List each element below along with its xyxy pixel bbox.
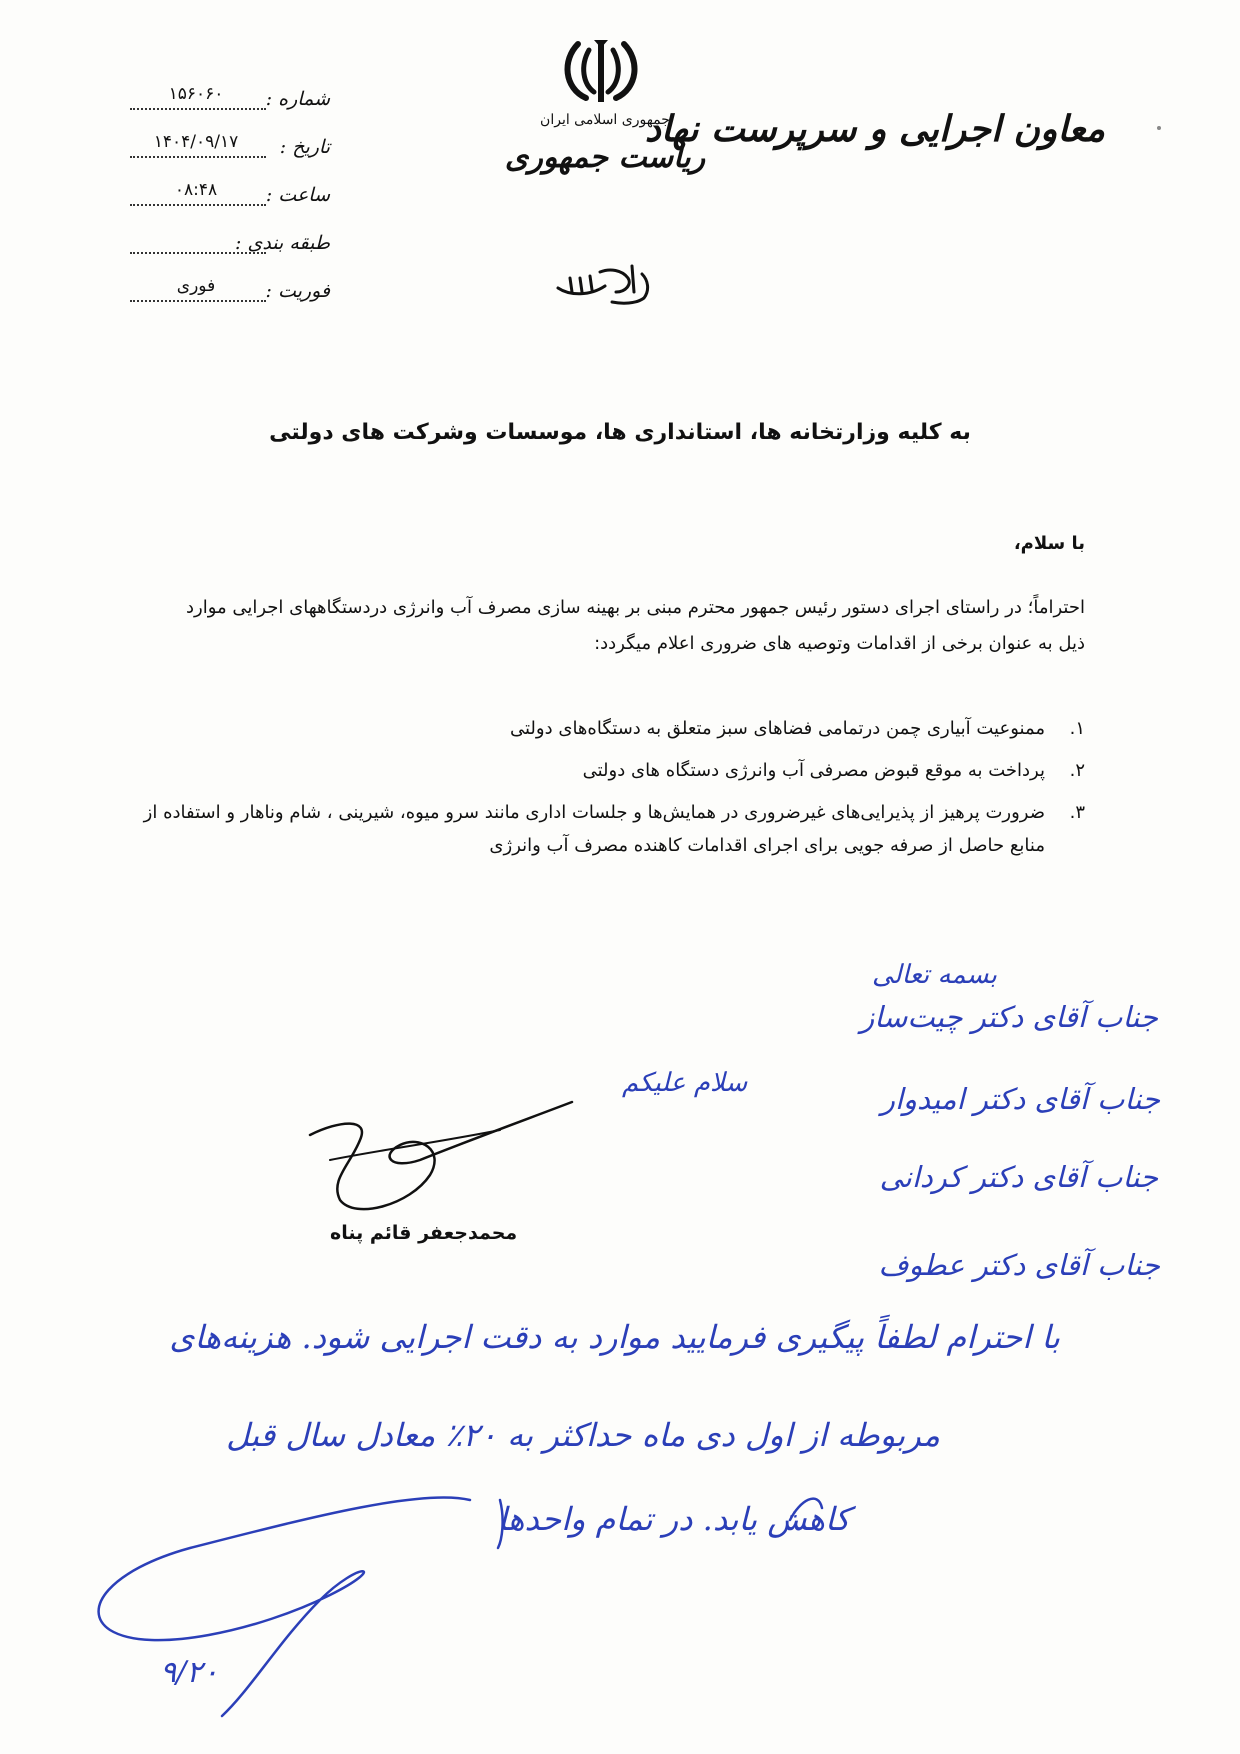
letter-recipient: به کلیه وزارتخانه ها، استانداری ها، موسسات وشرکت های دولتی xyxy=(269,420,971,445)
iran-emblem-icon xyxy=(556,38,646,108)
list-item xyxy=(125,796,1085,862)
handwritten-note-line: کاهش یابد. در تمام واحدها xyxy=(497,1500,850,1538)
item-text: پرداخت به موقع قبوض مصرفی آب وانرژی دستگاه های دولتی xyxy=(582,760,1045,781)
list-item xyxy=(125,712,1085,745)
metadata-urgency xyxy=(130,254,330,302)
metadata-value: ۱۴۰۴/۰۹/۱۷ xyxy=(130,132,266,158)
handwritten-regards: سلام علیکم xyxy=(622,1068,748,1098)
signer-name: محمدجعفر قائم پناه xyxy=(330,1222,518,1244)
metadata-value: فوری xyxy=(130,276,266,302)
handwritten-note-line: با احترام لطفاً پیگیری فرمایید موارد به دقت اجرایی شود. هزینه‌های xyxy=(169,1318,1060,1356)
metadata-value xyxy=(130,228,266,254)
metadata-value: ۰۸:۴۸ xyxy=(130,180,266,206)
handwritten-date: ۹/۲۰ xyxy=(160,1655,219,1690)
metadata-date xyxy=(130,110,330,158)
item-text: ضرورت پرهیز از پذیرایی‌های غیرضروری در همایش‌ها و جلسات اداری مانند سرو میوه، شیرینی ، شام وناهار و استفاده از منابع حاصل از صرفه جویی برای اجرای اقدامات کاهنده مصرف آب وانرژی xyxy=(143,802,1045,856)
letter-greeting: با سلام، xyxy=(1013,533,1085,554)
metadata-label: شماره : xyxy=(265,88,330,110)
office-title: معاون اجرایی و سرپرست نهاد xyxy=(644,108,1105,150)
handwritten-cc-line: جناب آقای دکتر امیدوار xyxy=(880,1082,1160,1116)
metadata-label: طبقه بندی : xyxy=(235,232,330,254)
list-item xyxy=(125,754,1085,787)
handwritten-cc-line: جناب آقای دکتر کردانی xyxy=(879,1160,1158,1194)
item-number: ۲. xyxy=(1069,760,1085,781)
metadata-number xyxy=(130,62,330,110)
metadata-classification xyxy=(130,206,330,254)
item-number: ۱. xyxy=(1069,718,1085,739)
invocation-calligraphy xyxy=(550,248,660,308)
letter-items-list xyxy=(125,712,1085,871)
signature-scribble xyxy=(300,1090,580,1230)
emblem-subtitle: جمهوری اسلامی ایران xyxy=(540,112,670,128)
handwritten-invocation: بسمه تعالی xyxy=(872,960,997,990)
scan-speck xyxy=(1157,126,1161,130)
metadata-value: ۱۵۶۰۶۰ xyxy=(130,84,266,110)
metadata-label: فوریت : xyxy=(265,280,330,302)
metadata-label: ساعت : xyxy=(265,184,330,206)
item-text: ممنوعیت آبیاری چمن درتمامی فضاهای سبز متعلق به دستگاه‌های دولتی xyxy=(510,718,1045,739)
handwritten-cc-line: جناب آقای دکتر چیت‌ساز xyxy=(860,1000,1158,1034)
letter-body-paragraph: احتراماً؛ در راستای اجرای دستور رئیس جمهور محترم مبنی بر بهینه سازی مصرف آب وانرژی دردستگاههای اجرایی موارد ذیل به عنوان برخی از اقدامات وتوصیه های ضروری اعلام میگردد: xyxy=(185,597,1085,654)
handwritten-cc-line: جناب آقای دکتر عطوف xyxy=(878,1248,1160,1282)
handwritten-note-line: مربوطه از اول دی ماه حداکثر به ۲۰٪ معادل سال قبل xyxy=(226,1416,940,1454)
emblem-title: ریاست جمهوری xyxy=(504,140,706,175)
item-number: ۳. xyxy=(1069,802,1085,823)
letter-metadata xyxy=(130,62,330,302)
metadata-time xyxy=(130,158,330,206)
metadata-label: تاریخ : xyxy=(279,136,330,158)
